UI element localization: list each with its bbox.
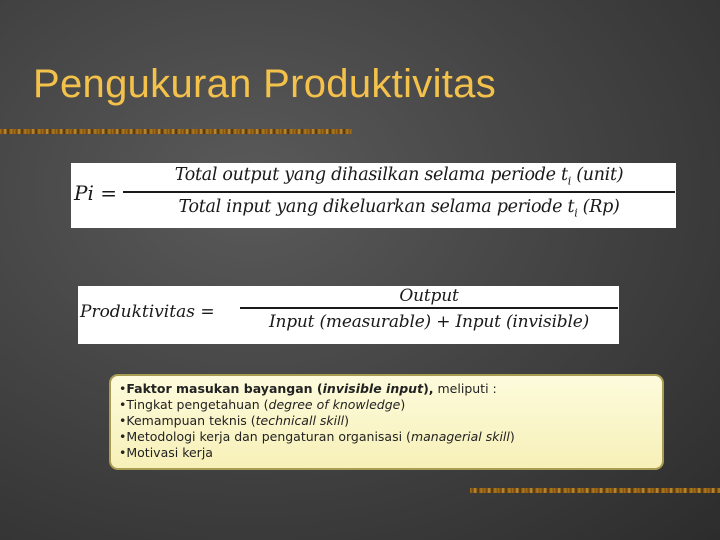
list-item <box>119 381 654 397</box>
productivity-formula-total <box>78 286 619 344</box>
formula-fraction <box>123 165 675 219</box>
formula-lhs: Produktivitas = <box>80 302 215 322</box>
item-text: •Kemampuan teknis ( <box>119 413 256 428</box>
decorative-rule-top <box>0 129 352 134</box>
item-close: ) <box>400 397 406 412</box>
list-item: •Motivasi kerja <box>119 445 213 460</box>
slide-title: Pengukuran Produktivitas <box>33 62 497 106</box>
item-term: technicall skill <box>255 413 345 428</box>
invisible-input-factors-box <box>109 374 664 470</box>
formula-fraction <box>240 286 618 332</box>
item-close: ) <box>344 413 349 428</box>
list-item <box>119 413 654 429</box>
item-text: •Tingkat pengetahuan ( <box>119 397 269 412</box>
item-text: •Metodologi kerja dan pengaturan organisasi ( <box>119 429 411 444</box>
denominator-invisible: Input (invisible) <box>455 312 590 332</box>
item-term: degree of knowledge <box>268 397 401 412</box>
list-item <box>119 397 654 413</box>
numerator-subscript: i <box>567 174 571 188</box>
formula-lhs: Pi = <box>74 181 117 205</box>
productivity-formula-pi <box>71 163 676 228</box>
heading-text: Faktor masukan bayangan ( <box>126 381 323 396</box>
formula-numerator: Output <box>399 286 459 306</box>
item-term: managerial skill <box>410 429 510 444</box>
decorative-rule-bottom <box>470 488 720 493</box>
item-close: ) <box>509 429 515 444</box>
list-item <box>119 429 654 445</box>
heading-suffix: meliputi : <box>433 381 497 396</box>
fraction-bar <box>123 191 675 193</box>
denominator-subscript: i <box>574 206 578 219</box>
fraction-bar <box>240 307 618 309</box>
heading-close: ), <box>423 381 434 396</box>
denominator-measurable: Input (measurable) <box>268 312 431 332</box>
denominator-text: Total input yang dikeluarkan selama periode t <box>178 196 575 217</box>
numerator-text: Total output yang dihasilkan selama periode t <box>174 165 568 185</box>
formula-denominator <box>240 312 618 332</box>
formula-numerator <box>123 165 675 188</box>
plus-sign: + <box>431 312 456 332</box>
heading-term: invisible input <box>322 381 424 396</box>
bullet: • <box>119 381 127 396</box>
denominator-unit: (Rp) <box>577 196 620 217</box>
numerator-unit: (unit) <box>570 165 624 185</box>
formula-denominator <box>123 197 675 220</box>
